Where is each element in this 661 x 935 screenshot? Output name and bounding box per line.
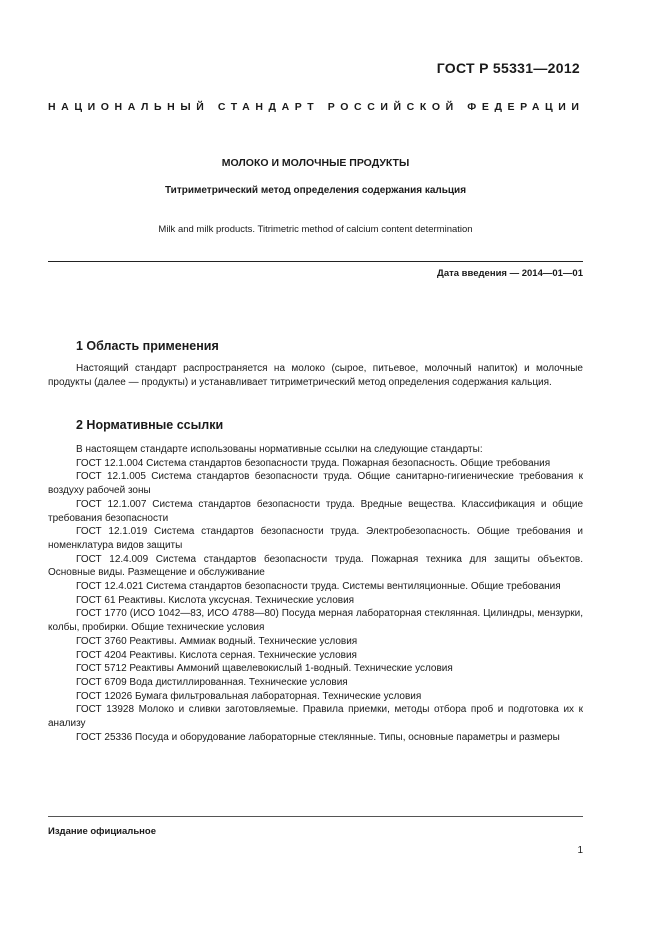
reference-item: ГОСТ 12.1.004 Система стандартов безопасности труда. Пожарная безопасность. Общие требования [76,457,551,469]
page-number: 1 [577,845,583,856]
english-title: Milk and milk products. Titrimetric method of calcium content determination [158,224,473,235]
reference-item: ГОСТ 1770 (ИСО 1042—83, ИСО 4788—80) Посуда мерная лабораторная стеклянная. Цилиндры, мензурки, колбы, пробирки. Общие технические условия [48,608,583,634]
section-2-body [48,443,583,744]
reference-item: ГОСТ 13928 Молоко и сливки заготовляемые. Правила приемки, методы отбора проб и подготовка их к анализу [48,704,583,730]
document-subtitle: Титриметрический метод определения содержания кальция [164,185,467,196]
edition-label: Издание официальное [48,826,156,837]
reference-item: ГОСТ 4204 Реактивы. Кислота серная. Технические условия [76,649,357,661]
section-1-body [48,362,583,389]
reference-item: ГОСТ 12.4.021 Система стандартов безопасности труда. Системы вентиляционные. Общие требования [76,581,561,593]
paragraph: В настоящем стандарте использованы нормативные ссылки на следующие стандарты: [76,444,483,455]
document-title: МОЛОКО И МОЛОЧНЫЕ ПРОДУКТЫ [221,157,410,169]
national-standard-banner: НАЦИОНАЛЬНЫЙ СТАНДАРТ РОССИЙСКОЙ ФЕДЕРАЦИИ [48,101,585,113]
footer-divider [48,816,583,817]
section-1-heading: 1 Область применения [76,339,219,353]
reference-item: ГОСТ 6709 Вода дистиллированная. Технические условия [76,676,348,688]
reference-item: ГОСТ 25336 Посуда и оборудование лабораторные стеклянные. Типы, основные параметры и размеры [76,731,560,743]
header-divider [48,261,583,262]
paragraph: Настоящий стандарт распространяется на молоко (сырое, питьевое, молочный напиток) и молочные продукты (далее — продукты) и устанавливает титриметрический метод определения содержания кальция. [48,363,583,388]
document-code: ГОСТ Р 55331—2012 [436,60,580,76]
reference-item: ГОСТ 12026 Бумага фильтровальная лабораторная. Технические условия [76,690,422,702]
reference-item: ГОСТ 5712 Реактивы Аммоний щавелевокислый 1-водный. Технические условия [76,663,453,675]
section-2-heading: 2 Нормативные ссылки [76,418,224,432]
reference-item: ГОСТ 12.1.005 Система стандартов безопасности труда. Общие санитарно-гигиенические требования к воздуху рабочей зоны [48,471,583,497]
reference-item: ГОСТ 12.1.019 Система стандартов безопасности труда. Электробезопасность. Общие требования и номенклатура видов защиты [48,526,583,551]
reference-item: ГОСТ 12.1.007 Система стандартов безопасности труда. Вредные вещества. Классификация и общие требования безопасности [48,498,583,524]
reference-item: ГОСТ 61 Реактивы. Кислота уксусная. Технические условия [76,594,355,606]
reference-item: ГОСТ 3760 Реактивы. Аммиак водный. Технические условия [76,635,358,647]
reference-item: ГОСТ 12.4.009 Система стандартов безопасности труда. Пожарная техника для защиты объектов. Основные виды. Размещение и обслуживание [48,553,583,579]
introduction-date: Дата введения — 2014—01—01 [437,268,583,279]
